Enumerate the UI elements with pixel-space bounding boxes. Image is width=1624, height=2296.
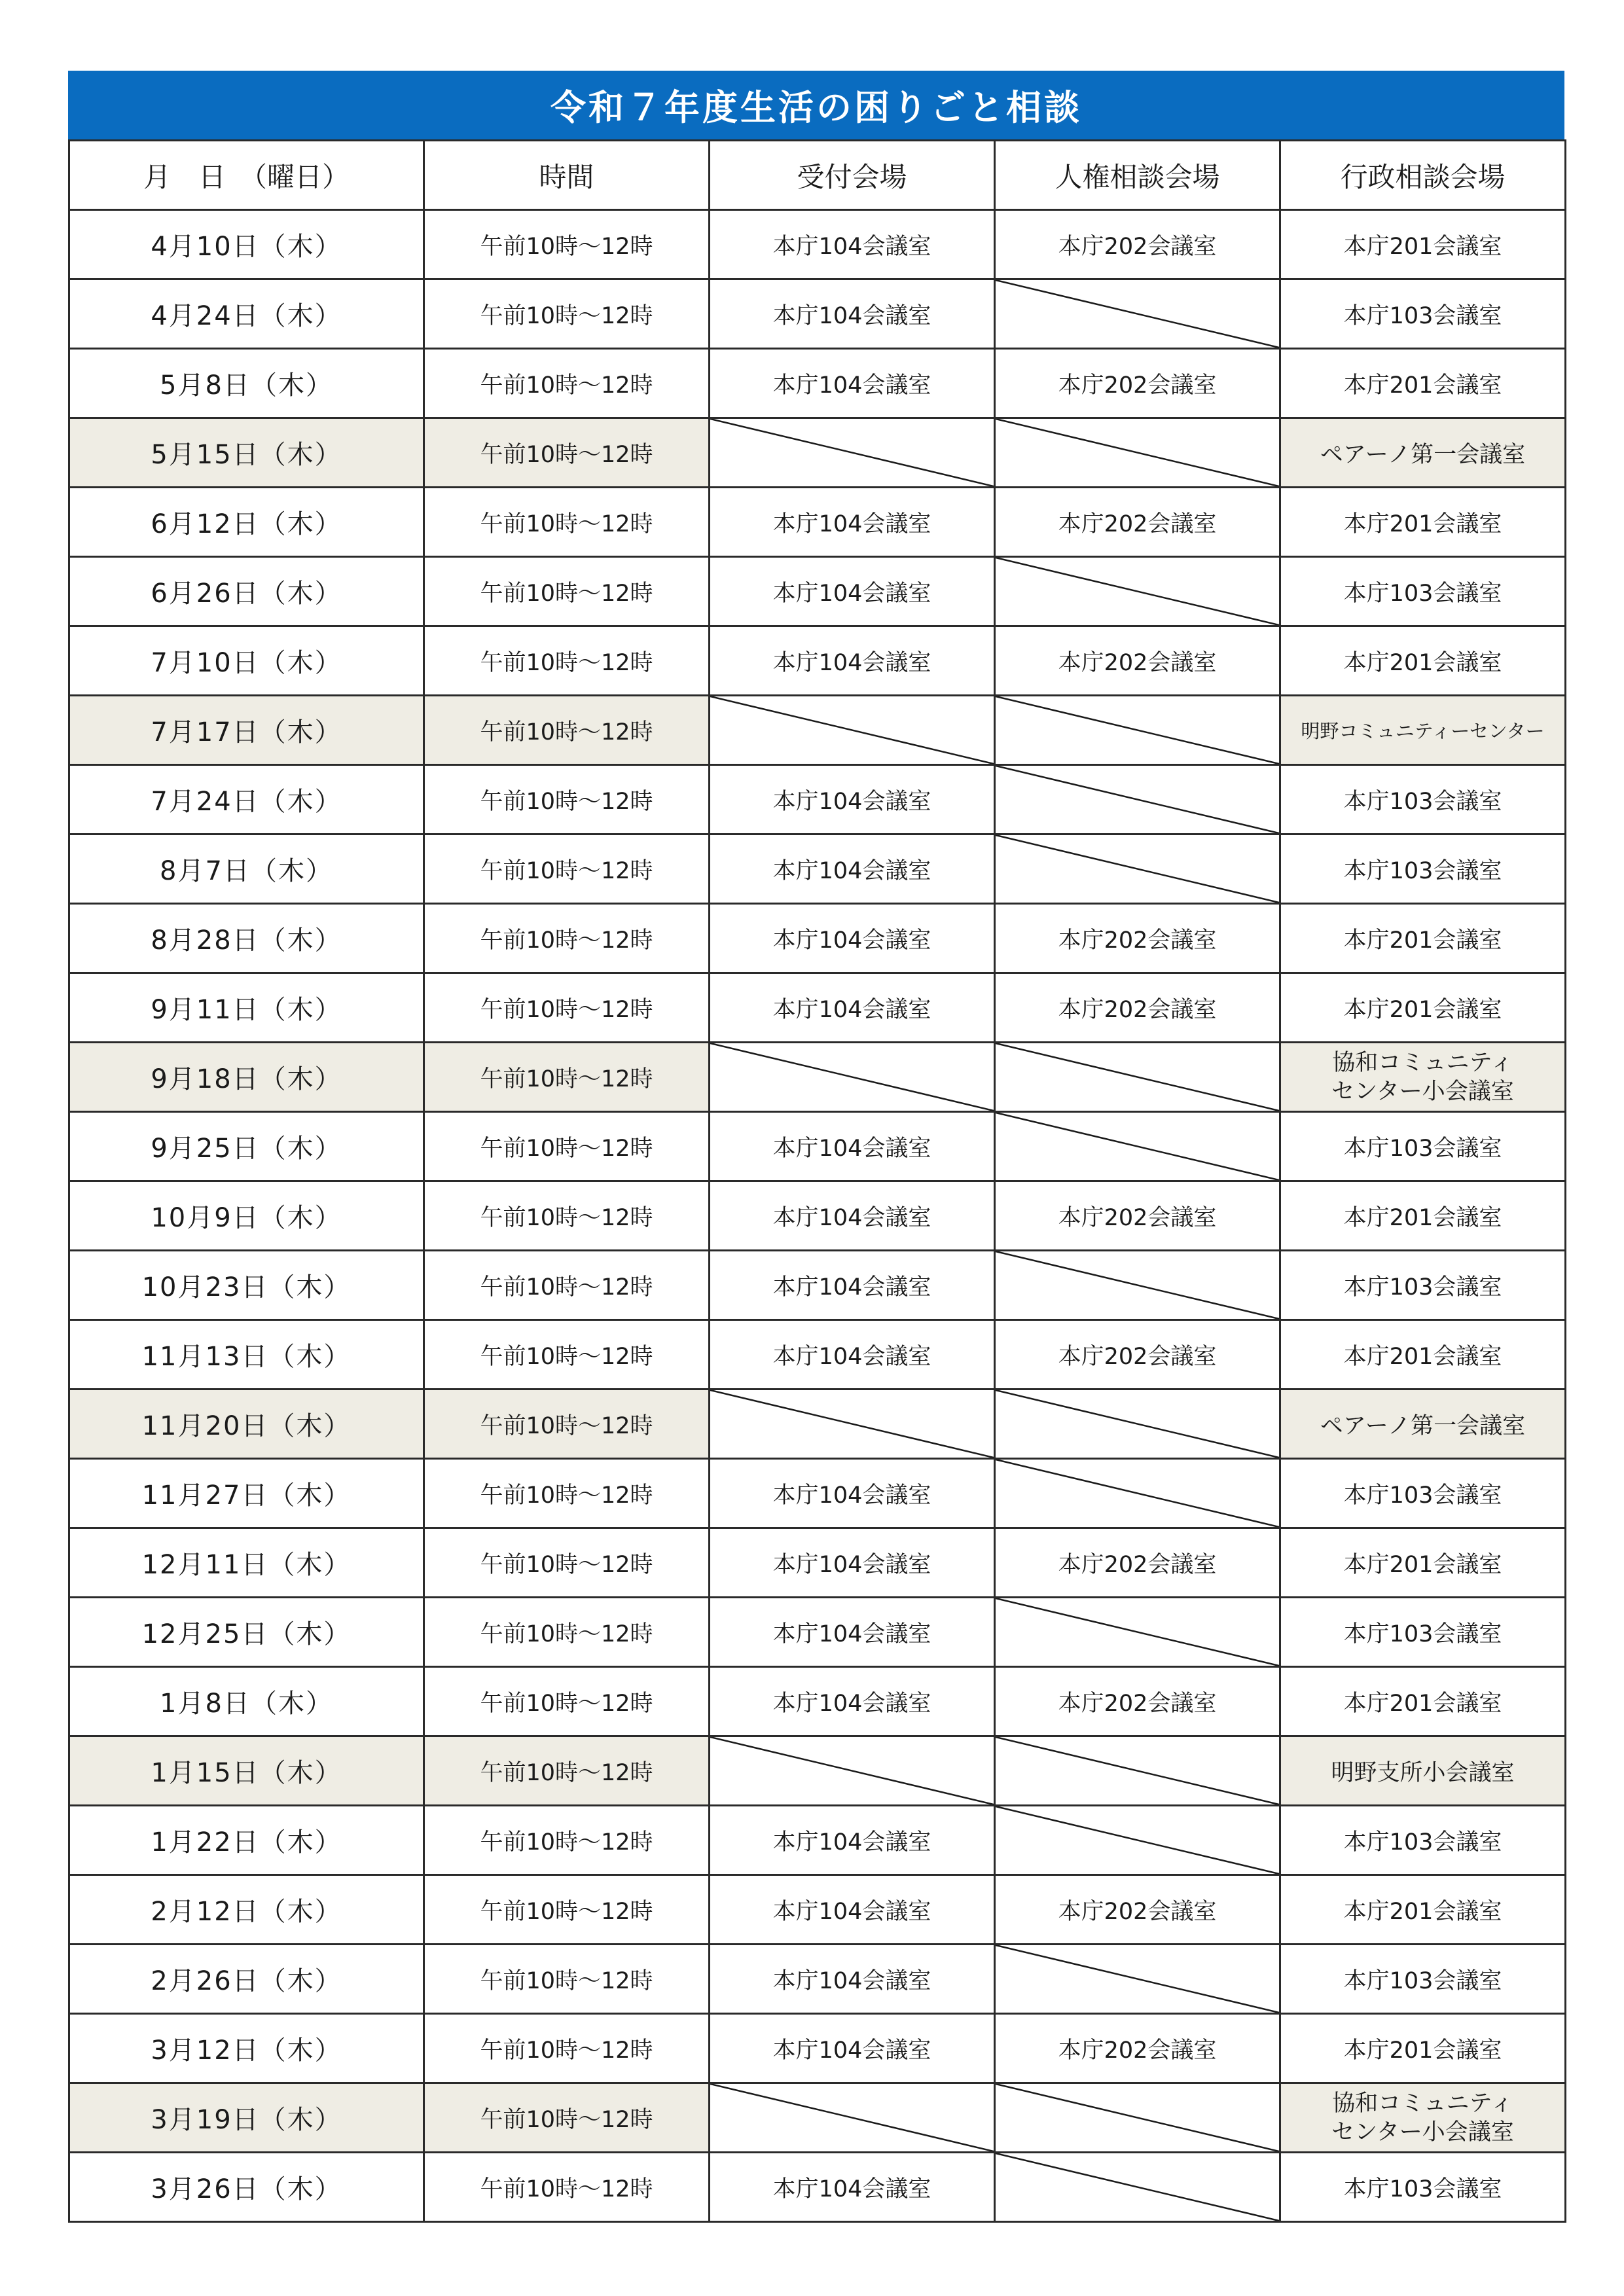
cell-date: 5月8日（木）	[69, 349, 424, 418]
cell-admin: 本庁103会議室	[1280, 1806, 1566, 1875]
cell-date: 11月13日（木）	[69, 1320, 424, 1390]
cell-date: 7月17日（木）	[69, 696, 424, 765]
not-held-slash	[996, 2153, 1279, 2221]
cell-time: 午前10時～12時	[424, 1667, 710, 1736]
table-row	[69, 973, 1566, 1043]
cell-time: 午前10時～12時	[424, 1806, 710, 1875]
cell-reception: 本庁104会議室	[710, 210, 995, 279]
cell-time: 午前10時～12時	[424, 904, 710, 973]
cell-admin: 本庁103会議室	[1280, 1945, 1566, 2014]
cell-reception: 本庁104会議室	[710, 973, 995, 1043]
cell-date: 3月26日（木）	[69, 2153, 424, 2222]
cell-date: 4月24日（木）	[69, 279, 424, 349]
cell-human-rights-empty	[995, 1598, 1280, 1667]
cell-human-rights-empty	[995, 1806, 1280, 1875]
cell-time: 午前10時～12時	[424, 1459, 710, 1528]
header-admin: 行政相談会場	[1280, 141, 1566, 210]
cell-human-rights: 本庁202会議室	[995, 1875, 1280, 1945]
cell-date: 8月7日（木）	[69, 834, 424, 904]
cell-human-rights-empty	[995, 1736, 1280, 1806]
cell-time: 午前10時～12時	[424, 1945, 710, 2014]
cell-date: 10月9日（木）	[69, 1181, 424, 1251]
cell-human-rights: 本庁202会議室	[995, 1320, 1280, 1390]
table-row	[69, 210, 1566, 279]
cell-admin: 本庁201会議室	[1280, 1181, 1566, 1251]
not-held-slash	[710, 1390, 994, 1458]
cell-date: 8月28日（木）	[69, 904, 424, 973]
schedule-rows	[69, 210, 1566, 2222]
cell-human-rights: 本庁202会議室	[995, 1181, 1280, 1251]
cell-time: 午前10時～12時	[424, 1043, 710, 1112]
not-held-slash	[996, 696, 1279, 764]
table-row	[69, 488, 1566, 557]
cell-reception-empty	[710, 2083, 995, 2153]
not-held-slash	[996, 1251, 1279, 1319]
header-reception: 受付会場	[710, 141, 995, 210]
cell-human-rights-empty	[995, 1043, 1280, 1112]
cell-human-rights: 本庁202会議室	[995, 1528, 1280, 1598]
cell-date: 6月26日（木）	[69, 557, 424, 626]
cell-reception: 本庁104会議室	[710, 2014, 995, 2083]
cell-admin: 本庁103会議室	[1280, 1459, 1566, 1528]
cell-human-rights-empty	[995, 418, 1280, 488]
cell-date: 7月24日（木）	[69, 765, 424, 834]
cell-reception: 本庁104会議室	[710, 1112, 995, 1181]
cell-admin: 本庁201会議室	[1280, 626, 1566, 696]
cell-reception: 本庁104会議室	[710, 1320, 995, 1390]
cell-human-rights-empty	[995, 834, 1280, 904]
not-held-slash	[710, 1737, 994, 1804]
cell-human-rights: 本庁202会議室	[995, 488, 1280, 557]
cell-time: 午前10時～12時	[424, 1875, 710, 1945]
table-row	[69, 1251, 1566, 1320]
cell-date: 11月27日（木）	[69, 1459, 424, 1528]
cell-human-rights: 本庁202会議室	[995, 626, 1280, 696]
cell-reception: 本庁104会議室	[710, 626, 995, 696]
cell-time: 午前10時～12時	[424, 210, 710, 279]
table-row	[69, 1667, 1566, 1736]
cell-admin: 本庁103会議室	[1280, 2153, 1566, 2222]
cell-time: 午前10時～12時	[424, 488, 710, 557]
cell-human-rights: 本庁202会議室	[995, 904, 1280, 973]
not-held-slash	[996, 1598, 1279, 1666]
cell-admin: 本庁201会議室	[1280, 488, 1566, 557]
not-held-slash	[996, 1390, 1279, 1458]
table-row	[69, 349, 1566, 418]
not-held-slash	[996, 1806, 1279, 1874]
not-held-slash	[996, 419, 1279, 486]
cell-admin: 本庁201会議室	[1280, 349, 1566, 418]
cell-date: 4月10日（木）	[69, 210, 424, 279]
header-row	[69, 141, 1566, 210]
cell-human-rights-empty	[995, 696, 1280, 765]
table-row	[69, 1112, 1566, 1181]
schedule-sheet	[68, 71, 1564, 2223]
cell-date: 9月18日（木）	[69, 1043, 424, 1112]
cell-reception-empty	[710, 1043, 995, 1112]
cell-date: 9月25日（木）	[69, 1112, 424, 1181]
not-held-slash	[996, 1460, 1279, 1527]
not-held-slash	[996, 280, 1279, 348]
cell-time: 午前10時～12時	[424, 2153, 710, 2222]
not-held-slash	[710, 1043, 994, 1111]
cell-date: 11月20日（木）	[69, 1390, 424, 1459]
cell-date: 2月12日（木）	[69, 1875, 424, 1945]
table-row	[69, 1598, 1566, 1667]
cell-reception: 本庁104会議室	[710, 1528, 995, 1598]
cell-date: 12月11日（木）	[69, 1528, 424, 1598]
cell-reception: 本庁104会議室	[710, 1598, 995, 1667]
cell-human-rights: 本庁202会議室	[995, 210, 1280, 279]
cell-admin: 本庁103会議室	[1280, 1598, 1566, 1667]
cell-date: 10月23日（木）	[69, 1251, 424, 1320]
not-held-slash	[996, 1043, 1279, 1111]
table-row	[69, 2014, 1566, 2083]
cell-admin: 本庁201会議室	[1280, 904, 1566, 973]
cell-time: 午前10時～12時	[424, 1251, 710, 1320]
cell-reception: 本庁104会議室	[710, 1667, 995, 1736]
cell-human-rights-empty	[995, 1112, 1280, 1181]
table-row	[69, 1736, 1566, 1806]
table-row	[69, 1390, 1566, 1459]
cell-admin-line2: センター小会議室	[1331, 2119, 1514, 2145]
cell-admin: 本庁103会議室	[1280, 834, 1566, 904]
cell-time: 午前10時～12時	[424, 1320, 710, 1390]
cell-date: 1月15日（木）	[69, 1736, 424, 1806]
cell-human-rights: 本庁202会議室	[995, 2014, 1280, 2083]
not-held-slash	[996, 1113, 1279, 1180]
cell-human-rights: 本庁202会議室	[995, 1667, 1280, 1736]
table-row	[69, 557, 1566, 626]
cell-human-rights-empty	[995, 765, 1280, 834]
table-row	[69, 279, 1566, 349]
cell-date: 12月25日（木）	[69, 1598, 424, 1667]
cell-time: 午前10時～12時	[424, 279, 710, 349]
table-row	[69, 418, 1566, 488]
cell-date: 7月10日（木）	[69, 626, 424, 696]
cell-time: 午前10時～12時	[424, 626, 710, 696]
not-held-slash	[710, 2084, 994, 2151]
cell-time: 午前10時～12時	[424, 1112, 710, 1181]
cell-date: 3月19日（木）	[69, 2083, 424, 2153]
cell-admin: 本庁201会議室	[1280, 973, 1566, 1043]
table-row	[69, 834, 1566, 904]
page-title: 令和７年度生活の困りごと相談	[68, 71, 1564, 139]
not-held-slash	[996, 766, 1279, 833]
cell-reception-empty	[710, 696, 995, 765]
cell-time: 午前10時～12時	[424, 973, 710, 1043]
cell-date: 1月8日（木）	[69, 1667, 424, 1736]
table-row	[69, 696, 1566, 765]
cell-time: 午前10時～12時	[424, 1598, 710, 1667]
cell-date: 6月12日（木）	[69, 488, 424, 557]
cell-admin: 明野支所小会議室	[1280, 1736, 1566, 1806]
not-held-slash	[996, 558, 1279, 625]
cell-admin: ペアーノ第一会議室	[1280, 418, 1566, 488]
cell-reception: 本庁104会議室	[710, 1806, 995, 1875]
cell-reception-empty	[710, 418, 995, 488]
cell-admin: 本庁201会議室	[1280, 2014, 1566, 2083]
cell-human-rights-empty	[995, 557, 1280, 626]
cell-date: 5月15日（木）	[69, 418, 424, 488]
cell-time: 午前10時～12時	[424, 2083, 710, 2153]
cell-admin: ペアーノ第一会議室	[1280, 1390, 1566, 1459]
cell-admin	[1280, 1043, 1566, 1112]
cell-time: 午前10時～12時	[424, 834, 710, 904]
table-row	[69, 2083, 1566, 2153]
cell-reception: 本庁104会議室	[710, 1459, 995, 1528]
cell-reception: 本庁104会議室	[710, 1875, 995, 1945]
cell-time: 午前10時～12時	[424, 765, 710, 834]
not-held-slash	[996, 1945, 1279, 2013]
cell-human-rights: 本庁202会議室	[995, 973, 1280, 1043]
cell-date: 2月26日（木）	[69, 1945, 424, 2014]
cell-admin-line2: センター小会議室	[1331, 1078, 1514, 1105]
table-row	[69, 1875, 1566, 1945]
table-row	[69, 765, 1566, 834]
cell-admin: 本庁201会議室	[1280, 1528, 1566, 1598]
cell-admin: 本庁201会議室	[1280, 1667, 1566, 1736]
table-row	[69, 904, 1566, 973]
cell-reception: 本庁104会議室	[710, 904, 995, 973]
cell-date: 1月22日（木）	[69, 1806, 424, 1875]
table-row	[69, 1806, 1566, 1875]
table-row	[69, 1181, 1566, 1251]
cell-admin: 本庁103会議室	[1280, 1112, 1566, 1181]
table-row	[69, 1043, 1566, 1112]
cell-reception: 本庁104会議室	[710, 1181, 995, 1251]
cell-human-rights-empty	[995, 1459, 1280, 1528]
cell-time: 午前10時～12時	[424, 1528, 710, 1598]
cell-human-rights-empty	[995, 2083, 1280, 2153]
cell-date: 3月12日（木）	[69, 2014, 424, 2083]
cell-time: 午前10時～12時	[424, 1736, 710, 1806]
cell-time: 午前10時～12時	[424, 2014, 710, 2083]
not-held-slash	[996, 1737, 1279, 1804]
cell-admin: 本庁103会議室	[1280, 765, 1566, 834]
cell-reception: 本庁104会議室	[710, 488, 995, 557]
header-date: 月 日 （曜日）	[69, 141, 424, 210]
cell-reception: 本庁104会議室	[710, 765, 995, 834]
cell-admin: 明野コミュニティーセンター	[1280, 696, 1566, 765]
cell-admin: 本庁103会議室	[1280, 1251, 1566, 1320]
not-held-slash	[996, 2084, 1279, 2151]
cell-admin-line1: 協和コミュニティ	[1332, 2090, 1513, 2117]
cell-reception: 本庁104会議室	[710, 279, 995, 349]
cell-time: 午前10時～12時	[424, 696, 710, 765]
cell-time: 午前10時～12時	[424, 418, 710, 488]
table-row	[69, 1320, 1566, 1390]
header-time: 時間	[424, 141, 710, 210]
schedule-table	[68, 139, 1566, 2223]
cell-admin: 本庁103会議室	[1280, 557, 1566, 626]
cell-human-rights-empty	[995, 1390, 1280, 1459]
table-row	[69, 1459, 1566, 1528]
table-row	[69, 1945, 1566, 2014]
table-row	[69, 1528, 1566, 1598]
not-held-slash	[710, 419, 994, 486]
cell-time: 午前10時～12時	[424, 1181, 710, 1251]
cell-reception-empty	[710, 1736, 995, 1806]
cell-admin: 本庁201会議室	[1280, 1320, 1566, 1390]
cell-human-rights-empty	[995, 279, 1280, 349]
cell-reception: 本庁104会議室	[710, 557, 995, 626]
cell-admin-line1: 協和コミュニティ	[1332, 1049, 1513, 1076]
not-held-slash	[710, 696, 994, 764]
cell-admin	[1280, 2083, 1566, 2153]
cell-reception-empty	[710, 1390, 995, 1459]
cell-reception: 本庁104会議室	[710, 2153, 995, 2222]
cell-reception: 本庁104会議室	[710, 349, 995, 418]
cell-reception: 本庁104会議室	[710, 1945, 995, 2014]
table-row	[69, 626, 1566, 696]
cell-reception: 本庁104会議室	[710, 834, 995, 904]
cell-admin: 本庁201会議室	[1280, 1875, 1566, 1945]
table-row	[69, 2153, 1566, 2222]
cell-reception: 本庁104会議室	[710, 1251, 995, 1320]
cell-date: 9月11日（木）	[69, 973, 424, 1043]
not-held-slash	[996, 835, 1279, 903]
cell-human-rights-empty	[995, 1945, 1280, 2014]
header-human-rights: 人権相談会場	[995, 141, 1280, 210]
cell-time: 午前10時～12時	[424, 557, 710, 626]
cell-time: 午前10時～12時	[424, 349, 710, 418]
cell-human-rights-empty	[995, 1251, 1280, 1320]
cell-human-rights: 本庁202会議室	[995, 349, 1280, 418]
cell-time: 午前10時～12時	[424, 1390, 710, 1459]
cell-human-rights-empty	[995, 2153, 1280, 2222]
cell-admin: 本庁201会議室	[1280, 210, 1566, 279]
cell-admin: 本庁103会議室	[1280, 279, 1566, 349]
